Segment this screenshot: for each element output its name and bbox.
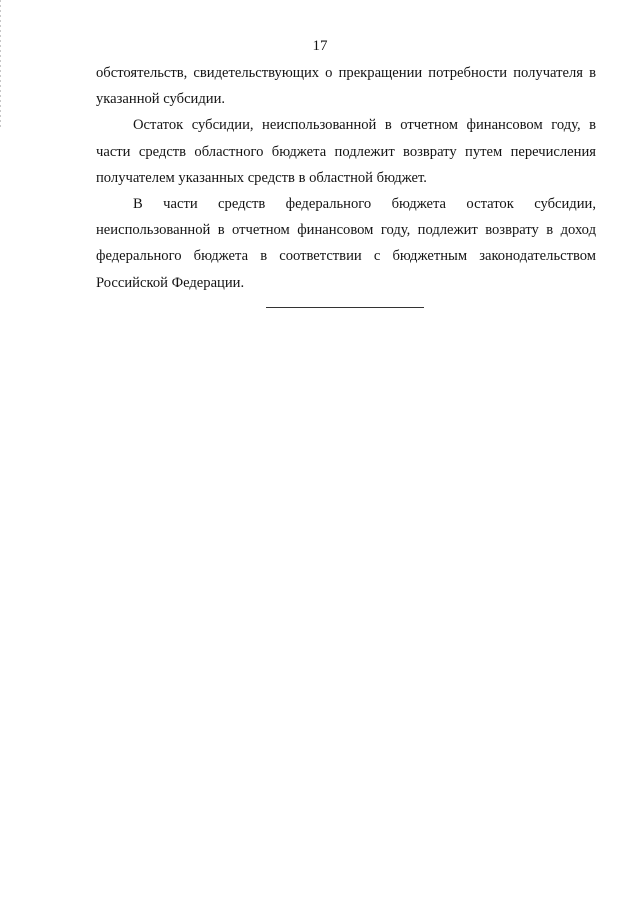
paragraph-continuation: обстоятельств, свидетельствующих о прекращении потребности получателя в указанной субсидии. <box>96 65 596 108</box>
page-number: 17 <box>312 38 328 54</box>
paragraph-regional-budget-refund: Остаток субсидии, неиспользованной в отчетном финансовом году, в части средств областного бюджета подлежит возврату путем перечисления получателем указанных средств в областной бюджет. <box>96 117 596 186</box>
scan-edge-marks <box>0 0 1 130</box>
end-of-document-line <box>266 307 424 308</box>
document-body <box>96 60 596 296</box>
paragraph-federal-budget-refund: В части средств федерального бюджета остаток субсидии, неиспользованной в отчетном финансовом году, подлежит возврату в доход федерального бюджета в соответствии с бюджетным законодательством Российской Федерации. <box>96 196 596 291</box>
